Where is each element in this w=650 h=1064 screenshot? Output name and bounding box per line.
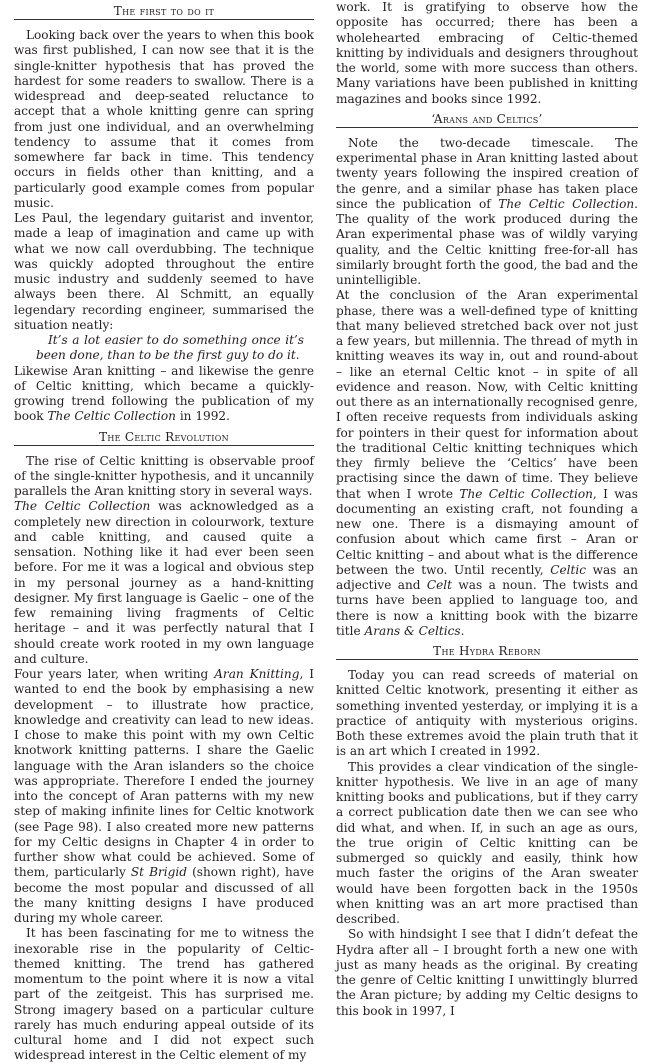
paragraph: It has been fascinating for me to witness the inexorable rise in the popularity of Celtic-themed knitting. The trend has gathered momentum to the point where it is now a vital part of the zeitgeist. This has surprised me. Strong imagery based on a particular culture rarely has much enduring appeal outside of its cultural home and I did not expect such widespread interest in the Celtic element of my — [14, 926, 314, 1063]
section-heading-celtic-revolution: The Celtic Revolution — [14, 430, 314, 446]
paragraph: Today you can read screeds of material on knitted Celtic knotwork, presenting it either as something invented yesterday, or implying it is a practice of antiquity with mysterious origins. Both these extremes avoid the plain truth that it is an art which I created in 1992. — [336, 668, 638, 759]
right-column — [336, 0, 638, 1019]
quote: It’s a lot easier to do something once it’s been done, than to be the first guy to do it. — [36, 333, 304, 363]
paragraph: work. It is gratifying to observe how the opposite has occurred; there has been a wholehearted embracing of Celtic-themed knitting by individuals and designers throughout the world, some with more success than others. Many variations have been published in knitting magazines and books since 1992. — [336, 0, 638, 106]
paragraph: Looking back over the years to when this book was first published, I can now see that it is the single-knitter hypothesis that has proved the hardest for some readers to swallow. There is a widespread and deep-seated reluctance to accept that a whole knitting genre can spring from just one individual, and an overwhelming tendency to assume that it comes from somewhere far back in time. This tendency occurs in fields other than knitting, and a particularly good example comes from popular music. — [14, 28, 314, 210]
section-heading-arans-and-celtics: ‘Arans and Celtics’ — [336, 112, 638, 128]
paragraph: The Celtic Collection was acknowledged as a completely new direction in colourwork, texture and cable knitting, and caused quite a sensation. Nothing like it had ever been seen before. For me it was a logical and obvious step in my personal journey as a hand-knitting designer. My first language is Gaelic – one of the few remaining living fragments of Celtic heritage – and it was perfectly natural that I should create work rooted in my own language and culture. — [14, 499, 314, 666]
paragraph: Les Paul, the legendary guitarist and inventor, made a leap of imagination and came up with what we now call overdubbing. The technique was quickly adopted throughout the entire music industry and suddenly seemed to have always been there. Al Schmitt, an equally legendary recording engineer, summarised the situation neatly: — [14, 211, 314, 332]
section-heading-hydra-reborn: The Hydra Reborn — [336, 644, 638, 660]
section-heading-first-to-do-it: The first to do it — [14, 4, 314, 20]
paragraph: This provides a clear vindication of the single-knitter hypothesis. We live in an age of many knitting books and publications, but if they carry a correct publication date then we can see who did what, and when. If, in such an age as ours, the true origin of Celtic knitting can be submerged so quickly and easily, think how much faster the origins of the Aran sweater would have been forgotten back in the 1950s when knitting was an art more practised than described. — [336, 759, 638, 926]
paragraph: The rise of Celtic knitting is observable proof of the single-knitter hypothesis, and it uncannily parallels the Aran knitting story in several ways. — [14, 453, 314, 498]
paragraph: At the conclusion of the Aran experimental phase, there was a well-defined type of knitting that many believed stretched back over not just a few years, but millennia. The thread of myth in knitting weaves its way in, out and round-about – like an eternal Celtic knot – in spite of all evidence and reason. Now, with Celtic knitting out there as an internationally recognised genre, I often receive requests from individuals asking for pointers in their quest for information about the traditional Celtic knitting techniques which they firmly believe the ‘Celtics’ have been practising since the dawn of time. They believe that when I wrote The Celtic Collection, I was documenting an existing craft, not founding a new one. There is a dismaying amount of confusion about which came first – Aran or Celtic knitting – and about what is the difference between the two. Until recently, Celtic was an adjective and Celt was a noun. The twists and turns have been applied to language too, and there is now a knitting book with the bizarre title Arans & Celtics. — [336, 288, 638, 638]
paragraph: Four years later, when writing Aran Knitting, I wanted to end the book by emphasising a new development – to illustrate how practice, knowledge and creativity can lead to new ideas. I chose to make this point with my own Celtic knotwork knitting patterns. I share the Gaelic language with the Aran islanders so the choice was appropriate. Therefore I ended the journey into the concept of Aran patterns with my new step of making infinite lines for Celtic knotwork (see Page 98). I also created more new patterns for my Celtic designs in Chapter 4 in order to further show what could be achieved. Some of them, particularly St Brigid (shown right), have become the most popular and discussed of all the many knitting designs I have produced during my whole career. — [14, 667, 315, 925]
paragraph: So with hindsight I see that I didn’t defeat the Hydra after all – I brought forth a new one with just as many heads as the original. By creating the genre of Celtic knitting I unwittingly blurred the Aran picture; by adding my Celtic designs to this book in 1997, I — [336, 927, 638, 1018]
paragraph: Likewise Aran knitting – and likewise the genre of Celtic knitting, which became a quickly-growing trend following the publication of my book The Celtic Collection in 1992. — [14, 363, 314, 424]
left-column — [14, 0, 314, 1064]
paragraph: Note the two-decade timescale. The experimental phase in Aran knitting lasted about twenty years following the inspired creation of the genre, and a similar phase has taken place since the publication of The Celtic Collection. The quality of the work produced during the Aran experimental phase was of wildly varying quality, and the Celtic knitting free-for-all has similarly brought forth the good, the bad and the unintelligible. — [336, 135, 638, 287]
